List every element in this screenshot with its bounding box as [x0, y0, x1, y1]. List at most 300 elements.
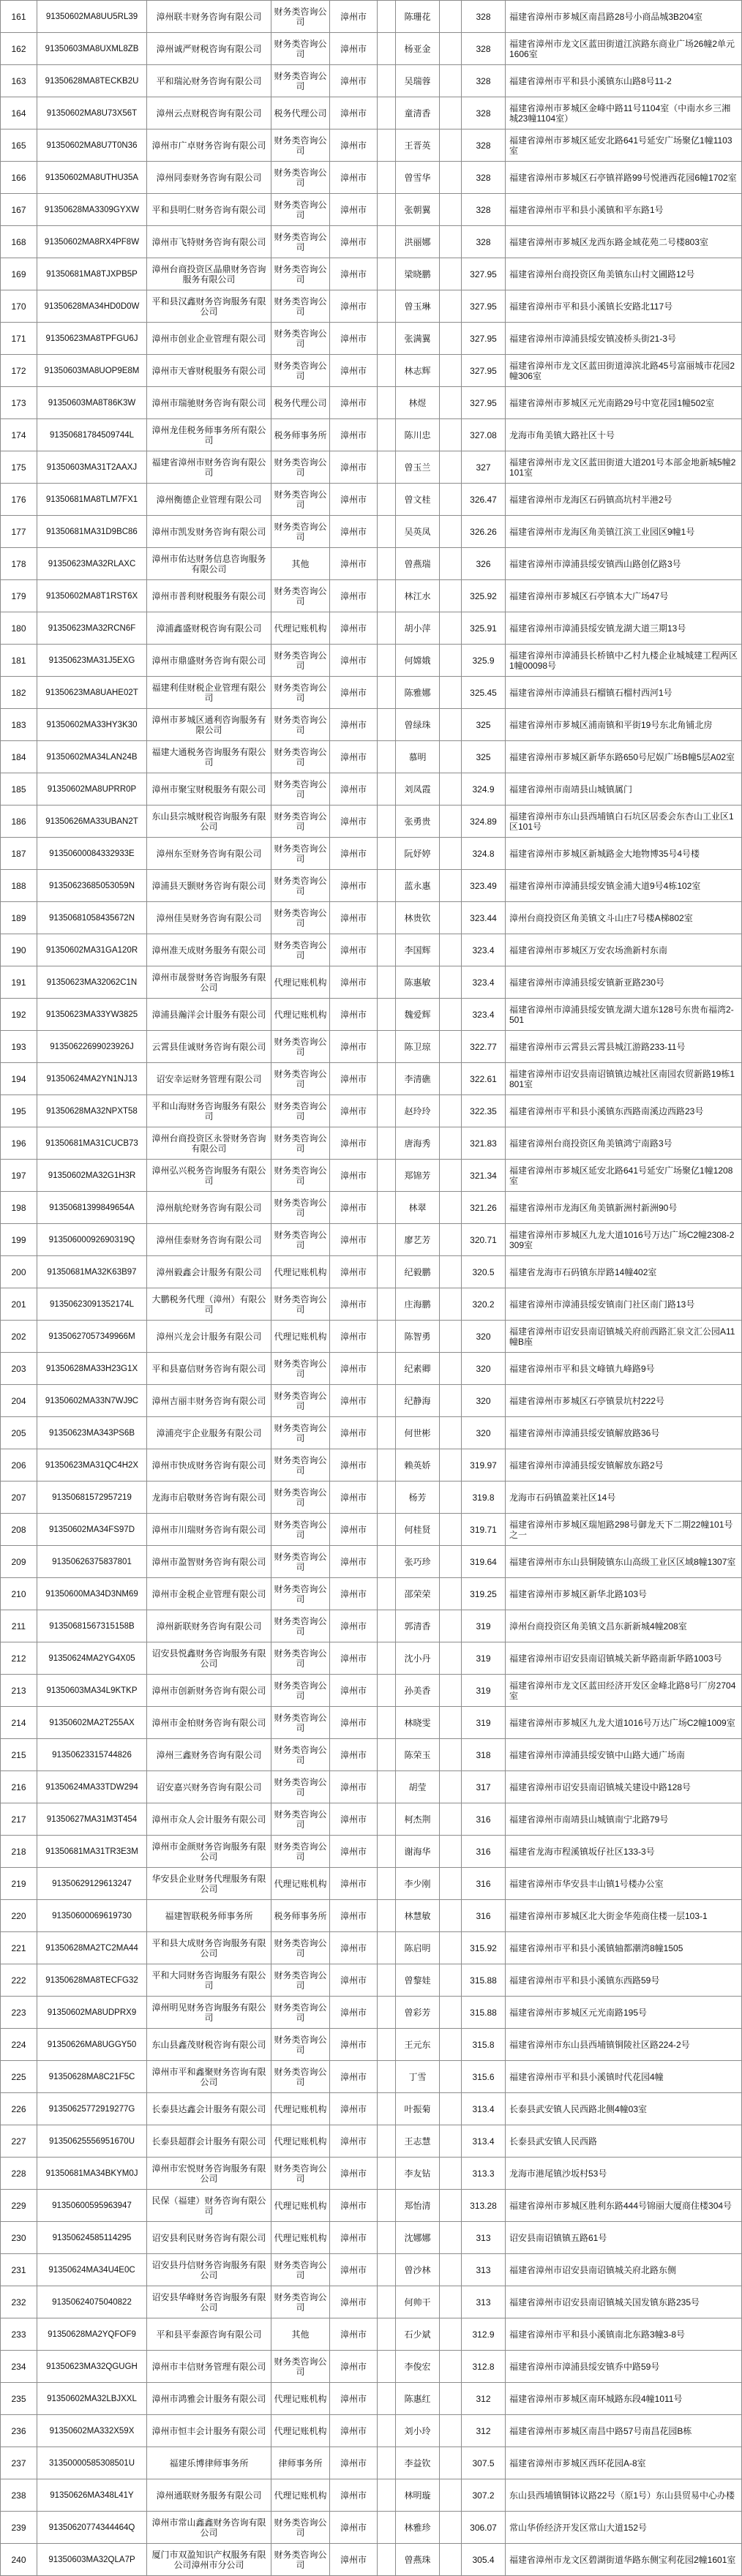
cell-blank: [378, 323, 396, 355]
cell-score: 327: [462, 451, 506, 484]
cell-blank: [378, 548, 396, 580]
cell-score: 320: [462, 1417, 506, 1449]
cell-city: 漳州市: [330, 1514, 378, 1546]
cell-blank: [378, 1707, 396, 1739]
cell-index: 166: [1, 162, 37, 194]
cell-index: 228: [1, 2158, 37, 2190]
cell-city: 漳州市: [330, 1771, 378, 1803]
cell-contact: 魏爱辉: [396, 999, 440, 1031]
cell-address: 长泰县武安镇人民西路北侧4幢03室: [506, 2093, 742, 2125]
cell-blank: [440, 612, 462, 645]
cell-credit-code: 91350681567315158B: [37, 1610, 147, 1642]
cell-contact: 何世彬: [396, 1417, 440, 1449]
cell-company-type: 财务类咨询公司: [271, 1482, 330, 1514]
cell-city: 漳州市: [330, 2222, 378, 2254]
cell-city: 漳州市: [330, 2158, 378, 2190]
cell-index: 175: [1, 451, 37, 484]
cell-city: 漳州市: [330, 966, 378, 999]
table-row: [1, 1546, 742, 1578]
cell-contact: 曾燕珠: [396, 2544, 440, 2576]
cell-address: 福建省漳州市龙文区蓝田街道江滨路东商业广场26幢2单元1606室: [506, 33, 742, 65]
cell-index: 162: [1, 33, 37, 65]
cell-city: 漳州市: [330, 2318, 378, 2351]
cell-blank: [378, 1997, 396, 2029]
table-row: [1, 2415, 742, 2447]
cell-index: 218: [1, 1836, 37, 1868]
cell-blank: [378, 1321, 396, 1353]
cell-contact: 何嫦娥: [396, 645, 440, 677]
cell-index: 181: [1, 645, 37, 677]
cell-city: 漳州市: [330, 1997, 378, 2029]
table-row: [1, 2125, 742, 2158]
cell-city: 漳州市: [330, 1675, 378, 1707]
cell-score: 327.95: [462, 323, 506, 355]
cell-blank: [378, 1868, 396, 1900]
cell-score: 325: [462, 709, 506, 741]
cell-credit-code: 91350629129613247: [37, 1868, 147, 1900]
cell-company-name: 福建大通税务咨询服务有限公司: [147, 741, 271, 773]
table-row: [1, 677, 742, 709]
cell-city: 漳州市: [330, 129, 378, 162]
cell-blank: [378, 1932, 396, 1964]
cell-blank: [440, 902, 462, 934]
cell-contact: 王元东: [396, 2029, 440, 2061]
cell-contact: 丁雪: [396, 2061, 440, 2093]
cell-address: 福建省漳州市平和县小溪镇时代花园4幢: [506, 2061, 742, 2093]
cell-score: 318: [462, 1739, 506, 1771]
cell-credit-code: 91350602MA8U73X56T: [37, 97, 147, 129]
cell-contact: 李俊宏: [396, 2351, 440, 2383]
cell-blank: [440, 1642, 462, 1675]
cell-company-type: 财务类咨询公司: [271, 1031, 330, 1063]
cell-blank: [440, 2415, 462, 2447]
cell-company-name: 诏安县利民财务咨询有限公司: [147, 2222, 271, 2254]
cell-contact: 石少斌: [396, 2318, 440, 2351]
cell-contact: 郑怡清: [396, 2190, 440, 2222]
cell-contact: 刘凤霞: [396, 773, 440, 806]
cell-contact: 林慧敏: [396, 1900, 440, 1932]
cell-credit-code: 91350626MA348L41Y: [37, 2479, 147, 2512]
cell-company-name: 漳州东至财务咨询有限公司: [147, 838, 271, 870]
cell-credit-code: 91350628MA8TECKB2U: [37, 65, 147, 97]
cell-blank: [440, 677, 462, 709]
cell-address: 龙海市石码镇盈莱社区14号: [506, 1482, 742, 1514]
cell-company-type: 其他: [271, 2318, 330, 2351]
table-row: [1, 741, 742, 773]
cell-index: 206: [1, 1449, 37, 1482]
cell-city: 漳州市: [330, 709, 378, 741]
cell-blank: [440, 1063, 462, 1095]
cell-company-type: 财务类咨询公司: [271, 226, 330, 258]
cell-credit-code: 91350624585114295: [37, 2222, 147, 2254]
cell-contact: 洪丽娜: [396, 226, 440, 258]
cell-index: 187: [1, 838, 37, 870]
cell-index: 169: [1, 258, 37, 290]
cell-company-type: 税务师事务所: [271, 419, 330, 451]
cell-score: 328: [462, 97, 506, 129]
cell-index: 171: [1, 323, 37, 355]
table-row: [1, 2222, 742, 2254]
cell-score: 319.8: [462, 1482, 506, 1514]
cell-contact: 陈智勇: [396, 1321, 440, 1353]
cell-company-type: 财务类咨询公司: [271, 645, 330, 677]
table-row: [1, 1771, 742, 1803]
cell-city: 漳州市: [330, 2093, 378, 2125]
cell-address: 龙海市港尾镇沙坂村53号: [506, 2158, 742, 2190]
cell-blank: [440, 1482, 462, 1514]
cell-company-type: 财务类咨询公司: [271, 838, 330, 870]
cell-company-name: 漳浦亮宇企业服务有限公司: [147, 1417, 271, 1449]
cell-blank: [440, 1675, 462, 1707]
cell-credit-code: 91350623MA343PS6B: [37, 1417, 147, 1449]
cell-blank: [378, 1514, 396, 1546]
cell-company-name: 漳州航纶财务咨询有限公司: [147, 1192, 271, 1224]
cell-address: 福建省漳州市芗城区北大街金华苑商住楼一层103-1: [506, 1900, 742, 1932]
cell-city: 漳州市: [330, 2125, 378, 2158]
cell-company-type: 财务类咨询公司: [271, 1836, 330, 1868]
cell-company-type: 财务类咨询公司: [271, 1514, 330, 1546]
cell-contact: 张勇贵: [396, 806, 440, 838]
cell-score: 323.4: [462, 934, 506, 966]
cell-blank: [378, 1964, 396, 1997]
cell-address: 漳州台商投资区角美镇文斗山庄7号楼A梯802室: [506, 902, 742, 934]
cell-score: 320.5: [462, 1256, 506, 1288]
cell-company-name: 漳州兴龙会计服务有限公司: [147, 1321, 271, 1353]
cell-company-type: 财务类咨询公司: [271, 2254, 330, 2286]
cell-company-name: 漳州吉丽丰财务咨询有限公司: [147, 1385, 271, 1417]
cell-company-type: 财务类咨询公司: [271, 290, 330, 323]
cell-city: 漳州市: [330, 387, 378, 419]
cell-company-type: 财务类咨询公司: [271, 1675, 330, 1707]
cell-city: 漳州市: [330, 1707, 378, 1739]
cell-score: 307.2: [462, 2479, 506, 2512]
cell-company-type: 税务师事务所: [271, 1900, 330, 1932]
cell-index: 197: [1, 1160, 37, 1192]
cell-company-name: 东山县宗城财税咨询服务有限公司: [147, 806, 271, 838]
cell-credit-code: 91350681MA32K63B97: [37, 1256, 147, 1288]
cell-address: 福建省漳州台商投资区角美镇鸿宁南路3号: [506, 1127, 742, 1160]
cell-company-type: 财务类咨询公司: [271, 1127, 330, 1160]
cell-score: 317: [462, 1771, 506, 1803]
cell-contact: 纪静海: [396, 1385, 440, 1417]
cell-address: 福建省漳州市芗城区南昌路28号小商品城3B204室: [506, 1, 742, 33]
table-row: [1, 387, 742, 419]
cell-score: 326: [462, 548, 506, 580]
table-row: [1, 1868, 742, 1900]
cell-company-name: 漳州市金税企业管理有限公司: [147, 1578, 271, 1610]
cell-company-type: 财务类咨询公司: [271, 677, 330, 709]
cell-credit-code: 91350681058435672N: [37, 902, 147, 934]
cell-credit-code: 91350624MA34U4E0C: [37, 2254, 147, 2286]
cell-blank: [440, 2286, 462, 2318]
cell-index: 190: [1, 934, 37, 966]
table-row: [1, 2286, 742, 2318]
cell-blank: [378, 1353, 396, 1385]
cell-company-name: 福建利佳财税企业管理有限公司: [147, 677, 271, 709]
cell-blank: [378, 451, 396, 484]
cell-city: 漳州市: [330, 677, 378, 709]
table-row: [1, 1224, 742, 1256]
cell-address: 福建省漳州市漳浦县石榴镇石榴村西河1号: [506, 677, 742, 709]
cell-blank: [440, 2222, 462, 2254]
cell-score: 328: [462, 129, 506, 162]
cell-blank: [440, 1771, 462, 1803]
cell-city: 漳州市: [330, 741, 378, 773]
cell-blank: [378, 2125, 396, 2158]
cell-blank: [378, 419, 396, 451]
cell-company-name: 漳州诚严财税咨询有限公司: [147, 33, 271, 65]
cell-company-name: 漳州佳泰财务咨询有限公司: [147, 1224, 271, 1256]
cell-credit-code: 91350681399849654A: [37, 1192, 147, 1224]
cell-blank: [440, 548, 462, 580]
cell-credit-code: 91350603MA34L9KTKP: [37, 1675, 147, 1707]
cell-address: 福建省漳州市漳浦县绥安镇南门社区南门路13号: [506, 1288, 742, 1321]
cell-contact: 张朝翼: [396, 194, 440, 226]
cell-blank: [378, 2061, 396, 2093]
table-row: [1, 1127, 742, 1160]
cell-index: 215: [1, 1739, 37, 1771]
cell-company-type: 财务类咨询公司: [271, 934, 330, 966]
cell-company-type: 代理记账机构: [271, 999, 330, 1031]
cell-contact: 林晓雯: [396, 1707, 440, 1739]
cell-company-type: 财务类咨询公司: [271, 1771, 330, 1803]
cell-address: 福建省漳州市平和县小溪镇轴都潮湾8幢1505: [506, 1932, 742, 1964]
cell-blank: [440, 1900, 462, 1932]
cell-address: 福建省漳州市芗城区新华东路650号尼娱广场B幢5层A02室: [506, 741, 742, 773]
cell-contact: 曾沙林: [396, 2254, 440, 2286]
cell-index: 238: [1, 2479, 37, 2512]
cell-credit-code: 91350681MA34BKYM0J: [37, 2158, 147, 2190]
table-row: [1, 2029, 742, 2061]
cell-company-name: 漳州联丰财务咨询有限公司: [147, 1, 271, 33]
cell-city: 漳州市: [330, 870, 378, 902]
cell-credit-code: 91350602MA8T1RST6X: [37, 580, 147, 612]
cell-company-type: 财务类咨询公司: [271, 1288, 330, 1321]
cell-address: 福建省漳州市东山县铜陵镇东山高级工业区区域8幢1307室: [506, 1546, 742, 1578]
cell-blank: [440, 773, 462, 806]
cell-credit-code: 91350625772919277G: [37, 2093, 147, 2125]
table-row: [1, 806, 742, 838]
table-row: [1, 1642, 742, 1675]
cell-blank: [378, 1, 396, 33]
cell-contact: 吴英凤: [396, 516, 440, 548]
cell-credit-code: 91350600595963947: [37, 2190, 147, 2222]
cell-blank: [378, 902, 396, 934]
cell-blank: [440, 2318, 462, 2351]
cell-company-name: 诏安县悦鑫财务咨询服务有限公司: [147, 1642, 271, 1675]
cell-index: 195: [1, 1095, 37, 1127]
cell-score: 319.25: [462, 1578, 506, 1610]
cell-address: 福建省漳州市诏安县南诏镇城关新华路南新华路1003号: [506, 1642, 742, 1675]
cell-contact: 曾玉兰: [396, 451, 440, 484]
cell-company-type: 代理记账机构: [271, 1321, 330, 1353]
table-row: [1, 2061, 742, 2093]
cell-blank: [378, 612, 396, 645]
table-row: [1, 194, 742, 226]
cell-index: 240: [1, 2544, 37, 2576]
cell-address: 福建省漳州市漳浦县绥安镇龙湖大道三期13号: [506, 612, 742, 645]
cell-score: 320: [462, 1353, 506, 1385]
table-row: [1, 645, 742, 677]
cell-index: 186: [1, 806, 37, 838]
cell-blank: [378, 1256, 396, 1288]
cell-blank: [440, 129, 462, 162]
cell-blank: [440, 1707, 462, 1739]
cell-credit-code: 91350626MA33UBAN2T: [37, 806, 147, 838]
table-row: [1, 97, 742, 129]
cell-city: 漳州市: [330, 2351, 378, 2383]
cell-city: 漳州市: [330, 580, 378, 612]
cell-index: 204: [1, 1385, 37, 1417]
cell-credit-code: 91350627057349966M: [37, 1321, 147, 1353]
cell-city: 漳州市: [330, 2061, 378, 2093]
cell-address: 福建省漳州市芗城区万安农场渔新村东南: [506, 934, 742, 966]
cell-company-type: 财务类咨询公司: [271, 2286, 330, 2318]
cell-blank: [378, 1642, 396, 1675]
cell-credit-code: 91350628MA8TECFG32: [37, 1964, 147, 1997]
cell-blank: [440, 1160, 462, 1192]
cell-address: 福建省漳州市芗城区新华北路103号: [506, 1578, 742, 1610]
cell-address: 福建省漳州市南靖县山城镇属门: [506, 773, 742, 806]
cell-score: 320.2: [462, 1288, 506, 1321]
cell-contact: 沈娜娜: [396, 2222, 440, 2254]
cell-address: 福建省龙海市石码镇东岸路14幢402室: [506, 1256, 742, 1288]
cell-score: 320: [462, 1385, 506, 1417]
table-row: [1, 355, 742, 387]
cell-blank: [378, 1449, 396, 1482]
cell-address: 福建省漳州市芗城区元光南路195号: [506, 1997, 742, 2029]
cell-blank: [378, 2254, 396, 2286]
cell-city: 漳州市: [330, 97, 378, 129]
cell-credit-code: 91350620774344464Q: [37, 2512, 147, 2544]
cell-contact: 慕明: [396, 741, 440, 773]
cell-contact: 李益钦: [396, 2447, 440, 2479]
cell-blank: [378, 1224, 396, 1256]
cell-score: 313.28: [462, 2190, 506, 2222]
cell-company-type: 财务类咨询公司: [271, 2544, 330, 2576]
cell-credit-code: 91350628MA33H23G1X: [37, 1353, 147, 1385]
cell-score: 323.4: [462, 999, 506, 1031]
cell-blank: [440, 2479, 462, 2512]
cell-index: 177: [1, 516, 37, 548]
cell-address: 福建省漳州市龙海区角美镇新洲村新洲90号: [506, 1192, 742, 1224]
cell-credit-code: 91350600084332933E: [37, 838, 147, 870]
cell-company-type: 代理记账机构: [271, 2479, 330, 2512]
cell-company-type: 财务类咨询公司: [271, 65, 330, 97]
cell-blank: [440, 1610, 462, 1642]
cell-contact: 蓝永惠: [396, 870, 440, 902]
cell-company-type: 财务类咨询公司: [271, 741, 330, 773]
cell-contact: 陈雅娜: [396, 677, 440, 709]
table-row: [1, 2254, 742, 2286]
cell-contact: 杨芳: [396, 1482, 440, 1514]
cell-contact: 何帅干: [396, 2286, 440, 2318]
cell-credit-code: 91350623MA31J5EXG: [37, 645, 147, 677]
cell-blank: [440, 290, 462, 323]
cell-contact: 唐海秀: [396, 1127, 440, 1160]
cell-score: 322.35: [462, 1095, 506, 1127]
table-row: [1, 290, 742, 323]
cell-company-name: 漳州市快成财务咨询有限公司: [147, 1449, 271, 1482]
cell-contact: 李清礁: [396, 1063, 440, 1095]
cell-company-name: 漳州市创新财务咨询有限公司: [147, 1675, 271, 1707]
cell-blank: [440, 1288, 462, 1321]
cell-company-name: 漳州市常山鑫鑫财务咨询有限公司: [147, 2512, 271, 2544]
cell-contact: 林煜: [396, 387, 440, 419]
table-row: [1, 2447, 742, 2479]
cell-address: 福建省漳州市平和县小溪镇和平东路1号: [506, 194, 742, 226]
table-row: [1, 1482, 742, 1514]
cell-blank: [440, 323, 462, 355]
cell-company-name: 漳州市恒丰会计服务有限公司: [147, 2415, 271, 2447]
cell-city: 漳州市: [330, 1, 378, 33]
cell-blank: [378, 484, 396, 516]
cell-company-name: 大鹏税务代理（漳州）有限公司: [147, 1288, 271, 1321]
cell-blank: [378, 516, 396, 548]
cell-company-type: 财务类咨询公司: [271, 2158, 330, 2190]
cell-blank: [440, 226, 462, 258]
cell-blank: [378, 387, 396, 419]
cell-city: 漳州市: [330, 1224, 378, 1256]
cell-index: 232: [1, 2286, 37, 2318]
cell-index: 180: [1, 612, 37, 645]
cell-score: 327.95: [462, 355, 506, 387]
cell-index: 231: [1, 2254, 37, 2286]
cell-city: 漳州市: [330, 773, 378, 806]
cell-address: 诏安县南诏镇镇五路61号: [506, 2222, 742, 2254]
table-row: [1, 1803, 742, 1836]
cell-city: 漳州市: [330, 1127, 378, 1160]
table-row: [1, 2351, 742, 2383]
cell-blank: [378, 1160, 396, 1192]
cell-index: 201: [1, 1288, 37, 1321]
cell-score: 324.9: [462, 773, 506, 806]
cell-company-name: 漳州市盈智财务咨询有限公司: [147, 1546, 271, 1578]
cell-company-name: 厦门市双盈知识产权服务有限公司漳州市分公司: [147, 2544, 271, 2576]
cell-city: 漳州市: [330, 323, 378, 355]
cell-company-name: 漳浦鑫盛财税咨询有限公司: [147, 612, 271, 645]
table-row: [1, 1063, 742, 1095]
table-row: [1, 323, 742, 355]
cell-credit-code: 91350623315744826: [37, 1739, 147, 1771]
cell-company-name: 民保（福建）财务咨询有限公司: [147, 2190, 271, 2222]
cell-index: 165: [1, 129, 37, 162]
cell-city: 漳州市: [330, 645, 378, 677]
cell-index: 191: [1, 966, 37, 999]
cell-address: 福建省漳州市龙海区石码镇高坑村半港2号: [506, 484, 742, 516]
cell-company-name: 漳州市鼎盛财务咨询有限公司: [147, 645, 271, 677]
cell-company-name: 漳州市普利财税服务有限公司: [147, 580, 271, 612]
cell-blank: [378, 1739, 396, 1771]
cell-score: 306.07: [462, 2512, 506, 2544]
table-row: [1, 2158, 742, 2190]
cell-address: 福建省漳州市平和县小溪镇东西路南溪边西路23号: [506, 1095, 742, 1127]
cell-address: 福建省漳州市芗城区元光南路29号中宽花园1幢502室: [506, 387, 742, 419]
cell-city: 漳州市: [330, 2190, 378, 2222]
cell-blank: [440, 65, 462, 97]
cell-blank: [440, 1353, 462, 1385]
cell-index: 222: [1, 1964, 37, 1997]
cell-blank: [440, 33, 462, 65]
cell-company-name: 平和瑞沁财务咨询有限公司: [147, 65, 271, 97]
cell-score: 316: [462, 1803, 506, 1836]
cell-company-type: 财务类咨询公司: [271, 355, 330, 387]
cell-company-type: 财务类咨询公司: [271, 580, 330, 612]
cell-index: 199: [1, 1224, 37, 1256]
cell-address: 福建省漳州市芗城区浦南镇和平街19号东北角铺北房: [506, 709, 742, 741]
cell-blank: [378, 709, 396, 741]
table-row: [1, 1707, 742, 1739]
